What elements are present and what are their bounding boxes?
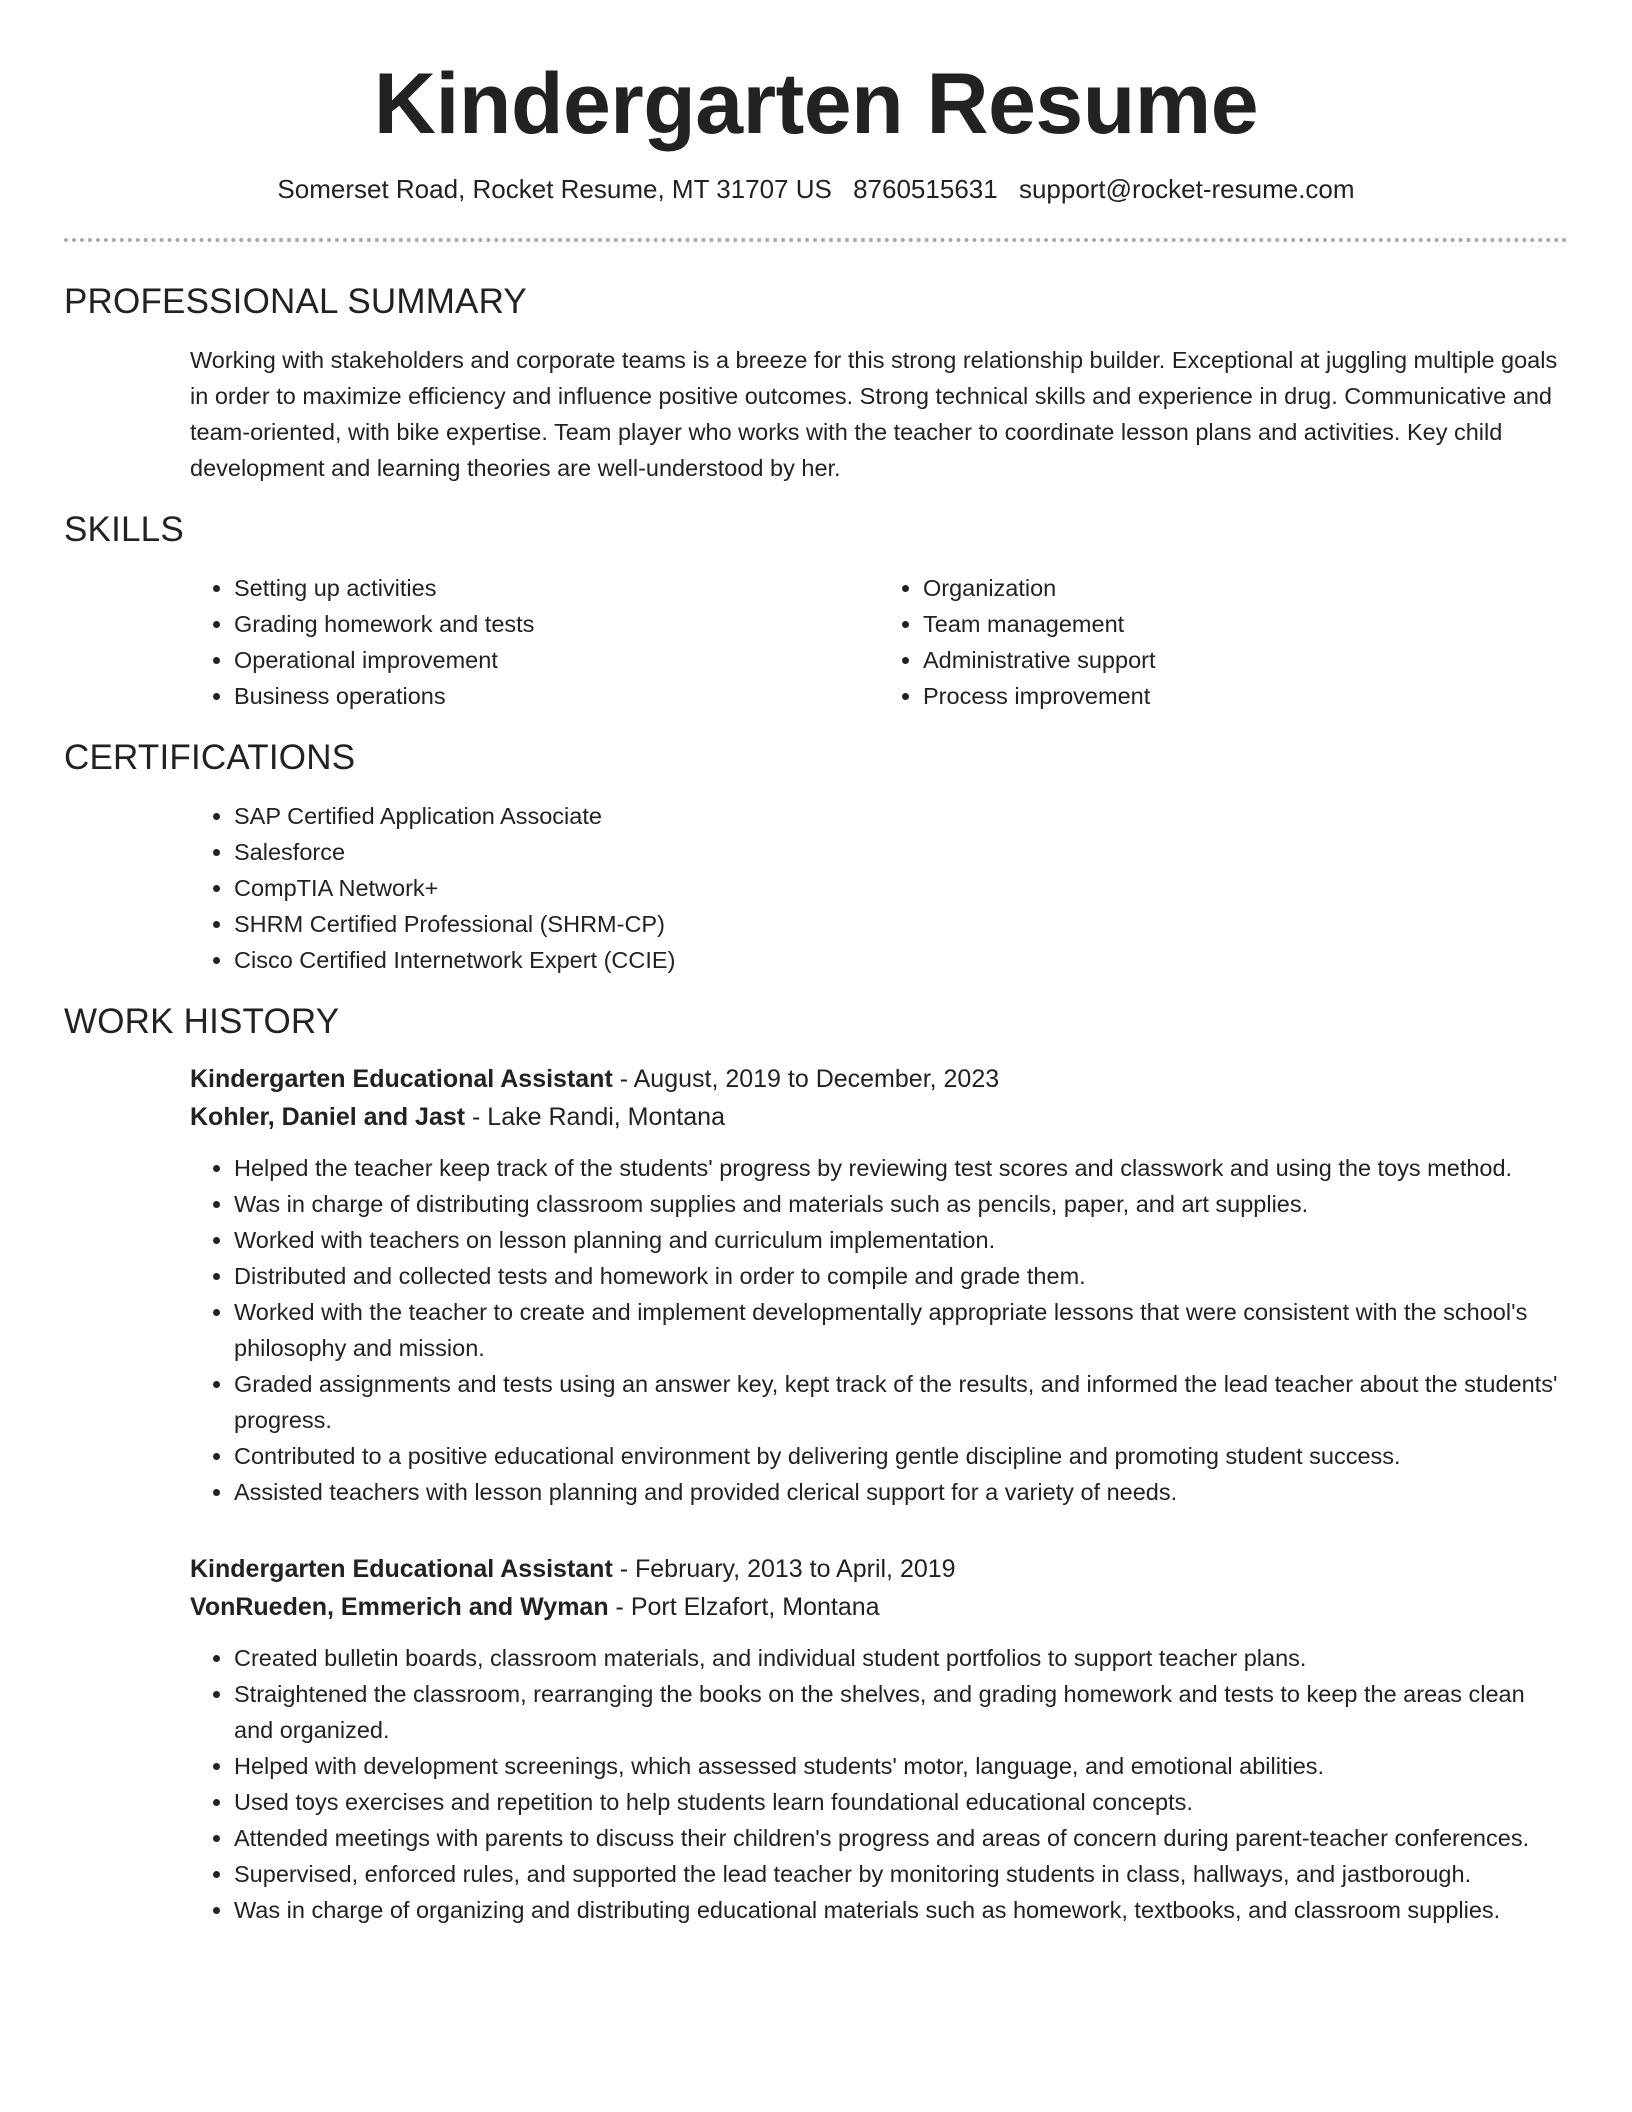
job-duty: • Assisted teachers with lesson planning and provided clerical support for a variety of needs. bbox=[234, 1474, 1568, 1510]
job-entry bbox=[190, 1060, 1568, 1510]
work-history-section bbox=[64, 1000, 1568, 1928]
summary-heading: PROFESSIONAL SUMMARY bbox=[64, 282, 527, 321]
job-entry bbox=[190, 1550, 1568, 1928]
certifications-section bbox=[64, 736, 1568, 978]
job-position: Kindergarten Educational Assistant bbox=[190, 1065, 613, 1093]
work-history-body bbox=[190, 1060, 1568, 1928]
header-divider bbox=[64, 238, 1568, 242]
job-company-line bbox=[190, 1098, 1568, 1136]
job-dates: - August, 2019 to December, 2023 bbox=[612, 1065, 1000, 1093]
skill-item: • Administrative support bbox=[923, 642, 1568, 678]
job-duty: • Worked with the teacher to create and implement developmentally appropriate lessons that were consistent with the school's philosophy and mission. bbox=[234, 1294, 1568, 1366]
skill-item: • Grading homework and tests bbox=[234, 606, 879, 642]
certifications-heading: CERTIFICATIONS bbox=[64, 738, 356, 777]
certifications-list bbox=[190, 798, 1568, 978]
skills-heading: SKILLS bbox=[64, 510, 184, 549]
job-duty: • Used toys exercises and repetition to help students learn foundational educational concepts. bbox=[234, 1784, 1568, 1820]
certification-item: • Salesforce bbox=[234, 834, 1568, 870]
job-title-line bbox=[190, 1060, 1568, 1098]
job-company: VonRueden, Emmerich and Wyman bbox=[190, 1593, 609, 1621]
skills-section bbox=[64, 508, 1568, 714]
job-duty: • Supervised, enforced rules, and supported the lead teacher by monitoring students in class, hallways, and jastborough. bbox=[234, 1856, 1568, 1892]
contact-phone: 8760515631 bbox=[853, 174, 998, 204]
contact-address: Somerset Road, Rocket Resume, MT 31707 US bbox=[277, 174, 832, 204]
skill-item: • Operational improvement bbox=[234, 642, 879, 678]
skills-columns bbox=[190, 570, 1568, 714]
resume-page bbox=[64, 0, 1568, 1928]
skill-item: • Organization bbox=[923, 570, 1568, 606]
certification-item: • Cisco Certified Internetwork Expert (CCIE) bbox=[234, 942, 1568, 978]
summary-body bbox=[190, 342, 1568, 486]
job-duty: • Helped the teacher keep track of the students' progress by reviewing test scores and classwork and using the toys method. bbox=[234, 1150, 1568, 1186]
job-location: - Lake Randi, Montana bbox=[465, 1103, 725, 1131]
job-title-line bbox=[190, 1550, 1568, 1588]
job-duties-list bbox=[190, 1150, 1568, 1510]
skill-item: • Business operations bbox=[234, 678, 879, 714]
job-position: Kindergarten Educational Assistant bbox=[190, 1555, 613, 1583]
job-dates: - February, 2013 to April, 2019 bbox=[612, 1555, 956, 1583]
skill-item: • Process improvement bbox=[923, 678, 1568, 714]
job-duties-list bbox=[190, 1640, 1568, 1928]
job-duty: • Helped with development screenings, which assessed students' motor, language, and emotional abilities. bbox=[234, 1748, 1568, 1784]
skill-item: • Team management bbox=[923, 606, 1568, 642]
contact-line bbox=[64, 172, 1568, 206]
job-duty: • Contributed to a positive educational environment by delivering gentle discipline and promoting student success. bbox=[234, 1438, 1568, 1474]
job-company: Kohler, Daniel and Jast bbox=[190, 1103, 466, 1131]
job-duty: • Created bulletin boards, classroom materials, and individual student portfolios to support teacher plans. bbox=[234, 1640, 1568, 1676]
job-duty: • Graded assignments and tests using an answer key, kept track of the results, and informed the lead teacher about the students' progress. bbox=[234, 1366, 1568, 1438]
summary-section bbox=[64, 280, 1568, 486]
skills-list-right bbox=[879, 570, 1568, 714]
certification-item: • SAP Certified Application Associate bbox=[234, 798, 1568, 834]
contact-email[interactable]: support@rocket-resume.com bbox=[1018, 174, 1355, 204]
work-history-heading: WORK HISTORY bbox=[64, 1002, 340, 1041]
job-location: - Port Elzafort, Montana bbox=[608, 1593, 880, 1621]
skill-item: • Setting up activities bbox=[234, 570, 879, 606]
job-company-line bbox=[190, 1588, 1568, 1626]
job-duty: • Was in charge of distributing classroom supplies and materials such as pencils, paper, and art supplies. bbox=[234, 1186, 1568, 1222]
certifications-body bbox=[190, 798, 1568, 978]
resume-title: Kindergarten Resume bbox=[373, 56, 1259, 152]
skills-list-left bbox=[190, 570, 879, 714]
summary-text: Working with stakeholders and corporate teams is a breeze for this strong relationship builder. Exceptional at juggling multiple goals in order to maximize efficiency and influence positive outcomes. Strong technical skills and experience in drug. Communicative and team-oriented, with bike expertise. Team player who works with the teacher to coordinate lesson plans and activities. Key child development and learning theories are well-understood by her. bbox=[190, 347, 1558, 481]
certification-item: • SHRM Certified Professional (SHRM-CP) bbox=[234, 906, 1568, 942]
job-duty: • Distributed and collected tests and homework in order to compile and grade them. bbox=[234, 1258, 1568, 1294]
job-duty: • Attended meetings with parents to discuss their children's progress and areas of concern during parent-teacher conferences. bbox=[234, 1820, 1568, 1856]
job-duty: • Worked with teachers on lesson planning and curriculum implementation. bbox=[234, 1222, 1568, 1258]
job-duty: • Straightened the classroom, rearranging the books on the shelves, and grading homework and tests to keep the areas clean and organized. bbox=[234, 1676, 1568, 1748]
certification-item: • CompTIA Network+ bbox=[234, 870, 1568, 906]
job-duty: • Was in charge of organizing and distributing educational materials such as homework, textbooks, and classroom supplies. bbox=[234, 1892, 1568, 1928]
